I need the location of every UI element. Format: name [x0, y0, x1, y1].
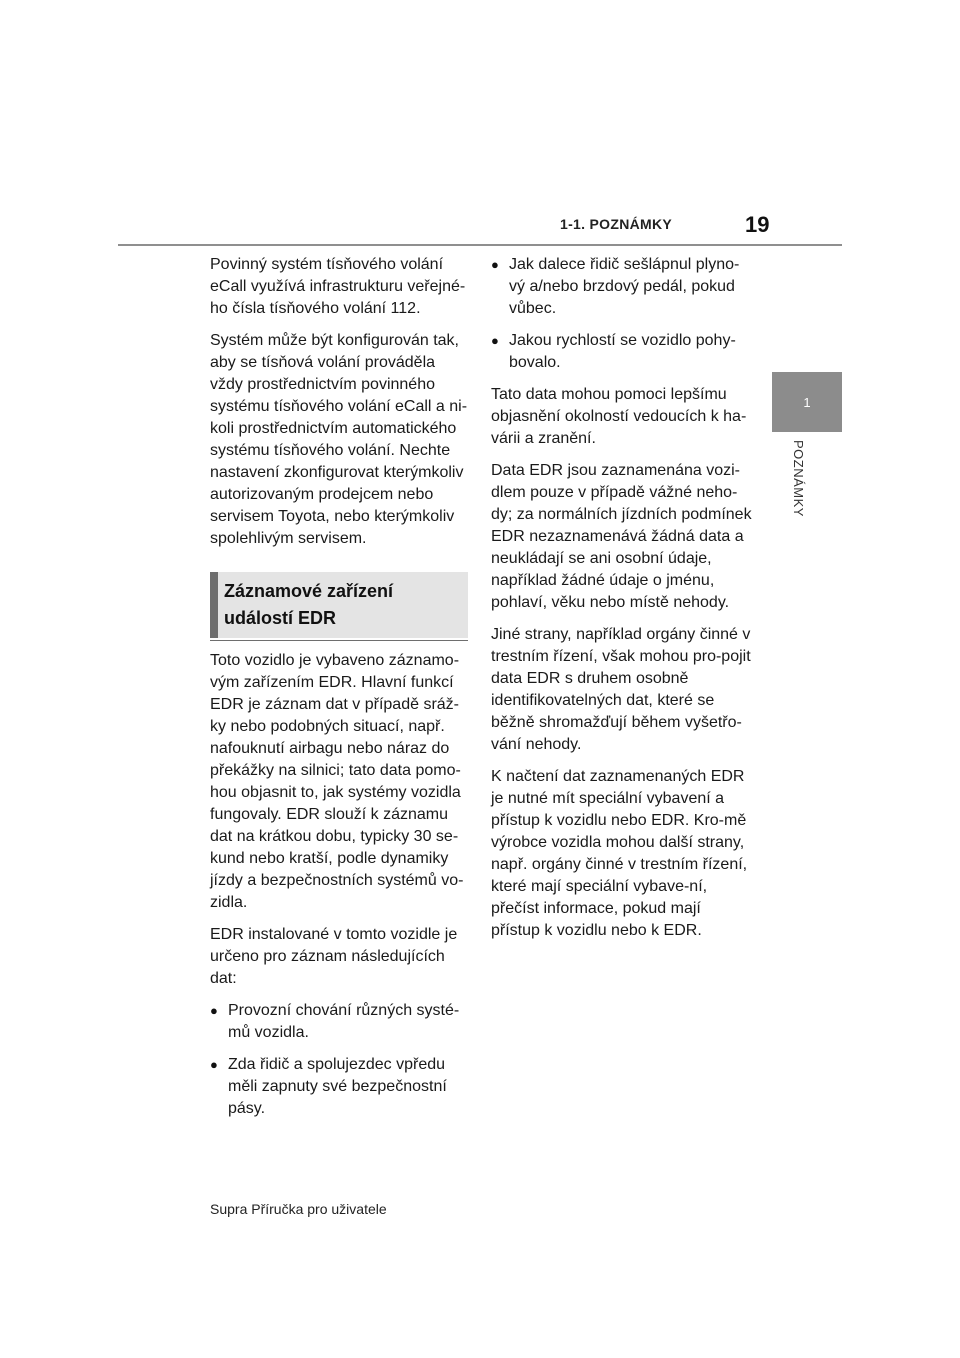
paragraph: K načtení dat zaznamenaných EDR je nutné mít speciální vybavení a přístup k vozidlu nebo EDR. Kro-mě výrobce vozidla mohou další strany, např. orgány činné v trestním řízení, které mají speciální vybave-ní, přečíst informace, pokud mají přístup k vozidlu nebo k EDR. [491, 768, 748, 939]
bullet-dot-icon: ● [210, 1003, 218, 1018]
chapter-tab-number: 1 [803, 394, 811, 410]
paragraph: Toto vozidlo je vybaveno záznamo-vým zařízením EDR. Hlavní funkcí EDR je záznam dat v případě sráž-ky nebo podobných situací, např. nafouknutí airbagu nebo náraz do překážky na silnici; tato data pomo-hou objasnit to, jak systémy vozidla fungovaly. EDR slouží k záznamu dat na krátkou dobu, typicky 30 se-kund nebo kratší, podle dynamiky jízdy a bezpečnostních systémů vo-zidla. [210, 652, 464, 911]
bullet-dot-icon: ● [491, 333, 499, 348]
header-section-title: 1-1. POZNÁMKY [560, 216, 673, 232]
section-heading-box [210, 572, 468, 638]
page-number: 19 [745, 212, 770, 237]
list-item [491, 254, 753, 320]
left-column [210, 254, 468, 1130]
list-item [491, 330, 753, 374]
bullet-dot-icon: ● [210, 1057, 218, 1072]
list-item [210, 1054, 468, 1120]
right-column [491, 254, 753, 952]
list-item-text: Zda řidič a spolujezdec vpředu měli zapnuty své bezpečnostní pásy. [228, 1056, 447, 1117]
paragraph: Povinný systém tísňového volání eCall využívá infrastrukturu veřejné-ho čísla tísňového volání 112. [210, 256, 466, 317]
bullet-dot-icon: ● [491, 257, 499, 272]
paragraph: EDR instalované v tomto vozidle je určeno pro záznam následujících dat: [210, 926, 458, 987]
header-divider [118, 244, 842, 246]
chapter-tab-label: POZNÁMKY [791, 440, 806, 517]
paragraph: Jiné strany, například orgány činné v trestním řízení, však mohou pro-pojit data EDR s druhem osobně identifikovatelných dat, které se běžně shromažďují během vyšetřo-vání nehody. [491, 626, 751, 753]
paragraph: Tato data mohou pomoci lepšímu objasnění okolností vedoucích k ha-várii a zranění. [491, 386, 747, 447]
list-item [210, 1000, 468, 1044]
paragraph: Data EDR jsou zaznamenána vozi-dlem pouze v případě vážné neho-dy; za normálních jízdních podmínek EDR nezaznamenává žádná data a neukládají se ani osobní údaje, například žádné údaje o jménu, pohlaví, věku nebo místě nehody. [491, 462, 752, 611]
chapter-tab[interactable] [772, 372, 842, 432]
list-item-text: Provozní chování různých systé-mů vozidla. [228, 1002, 460, 1041]
list-item-text: Jak dalece řidič sešlápnul plyno-vý a/nebo brzdový pedál, pokud vůbec. [509, 256, 740, 317]
paragraph: Systém může být konfigurován tak, aby se tísňová volání prováděla vždy prostřednictvím povinného systému tísňového volání eCall a ni-koli prostřednictvím automatického systému tísňového volání. Nechte nastavení zkonfigurovat kterýmkoliv autorizovaným prodejcem nebo servisem Toyota, nebo kterýmkoliv spolehlivým servisem. [210, 332, 468, 547]
section-heading: Záznamové zařízení událostí EDR [224, 581, 394, 628]
list-item-text: Jakou rychlostí se vozidlo pohy-bovalo. [509, 332, 736, 371]
footer-text: Supra Příručka pro uživatele [210, 1201, 387, 1217]
